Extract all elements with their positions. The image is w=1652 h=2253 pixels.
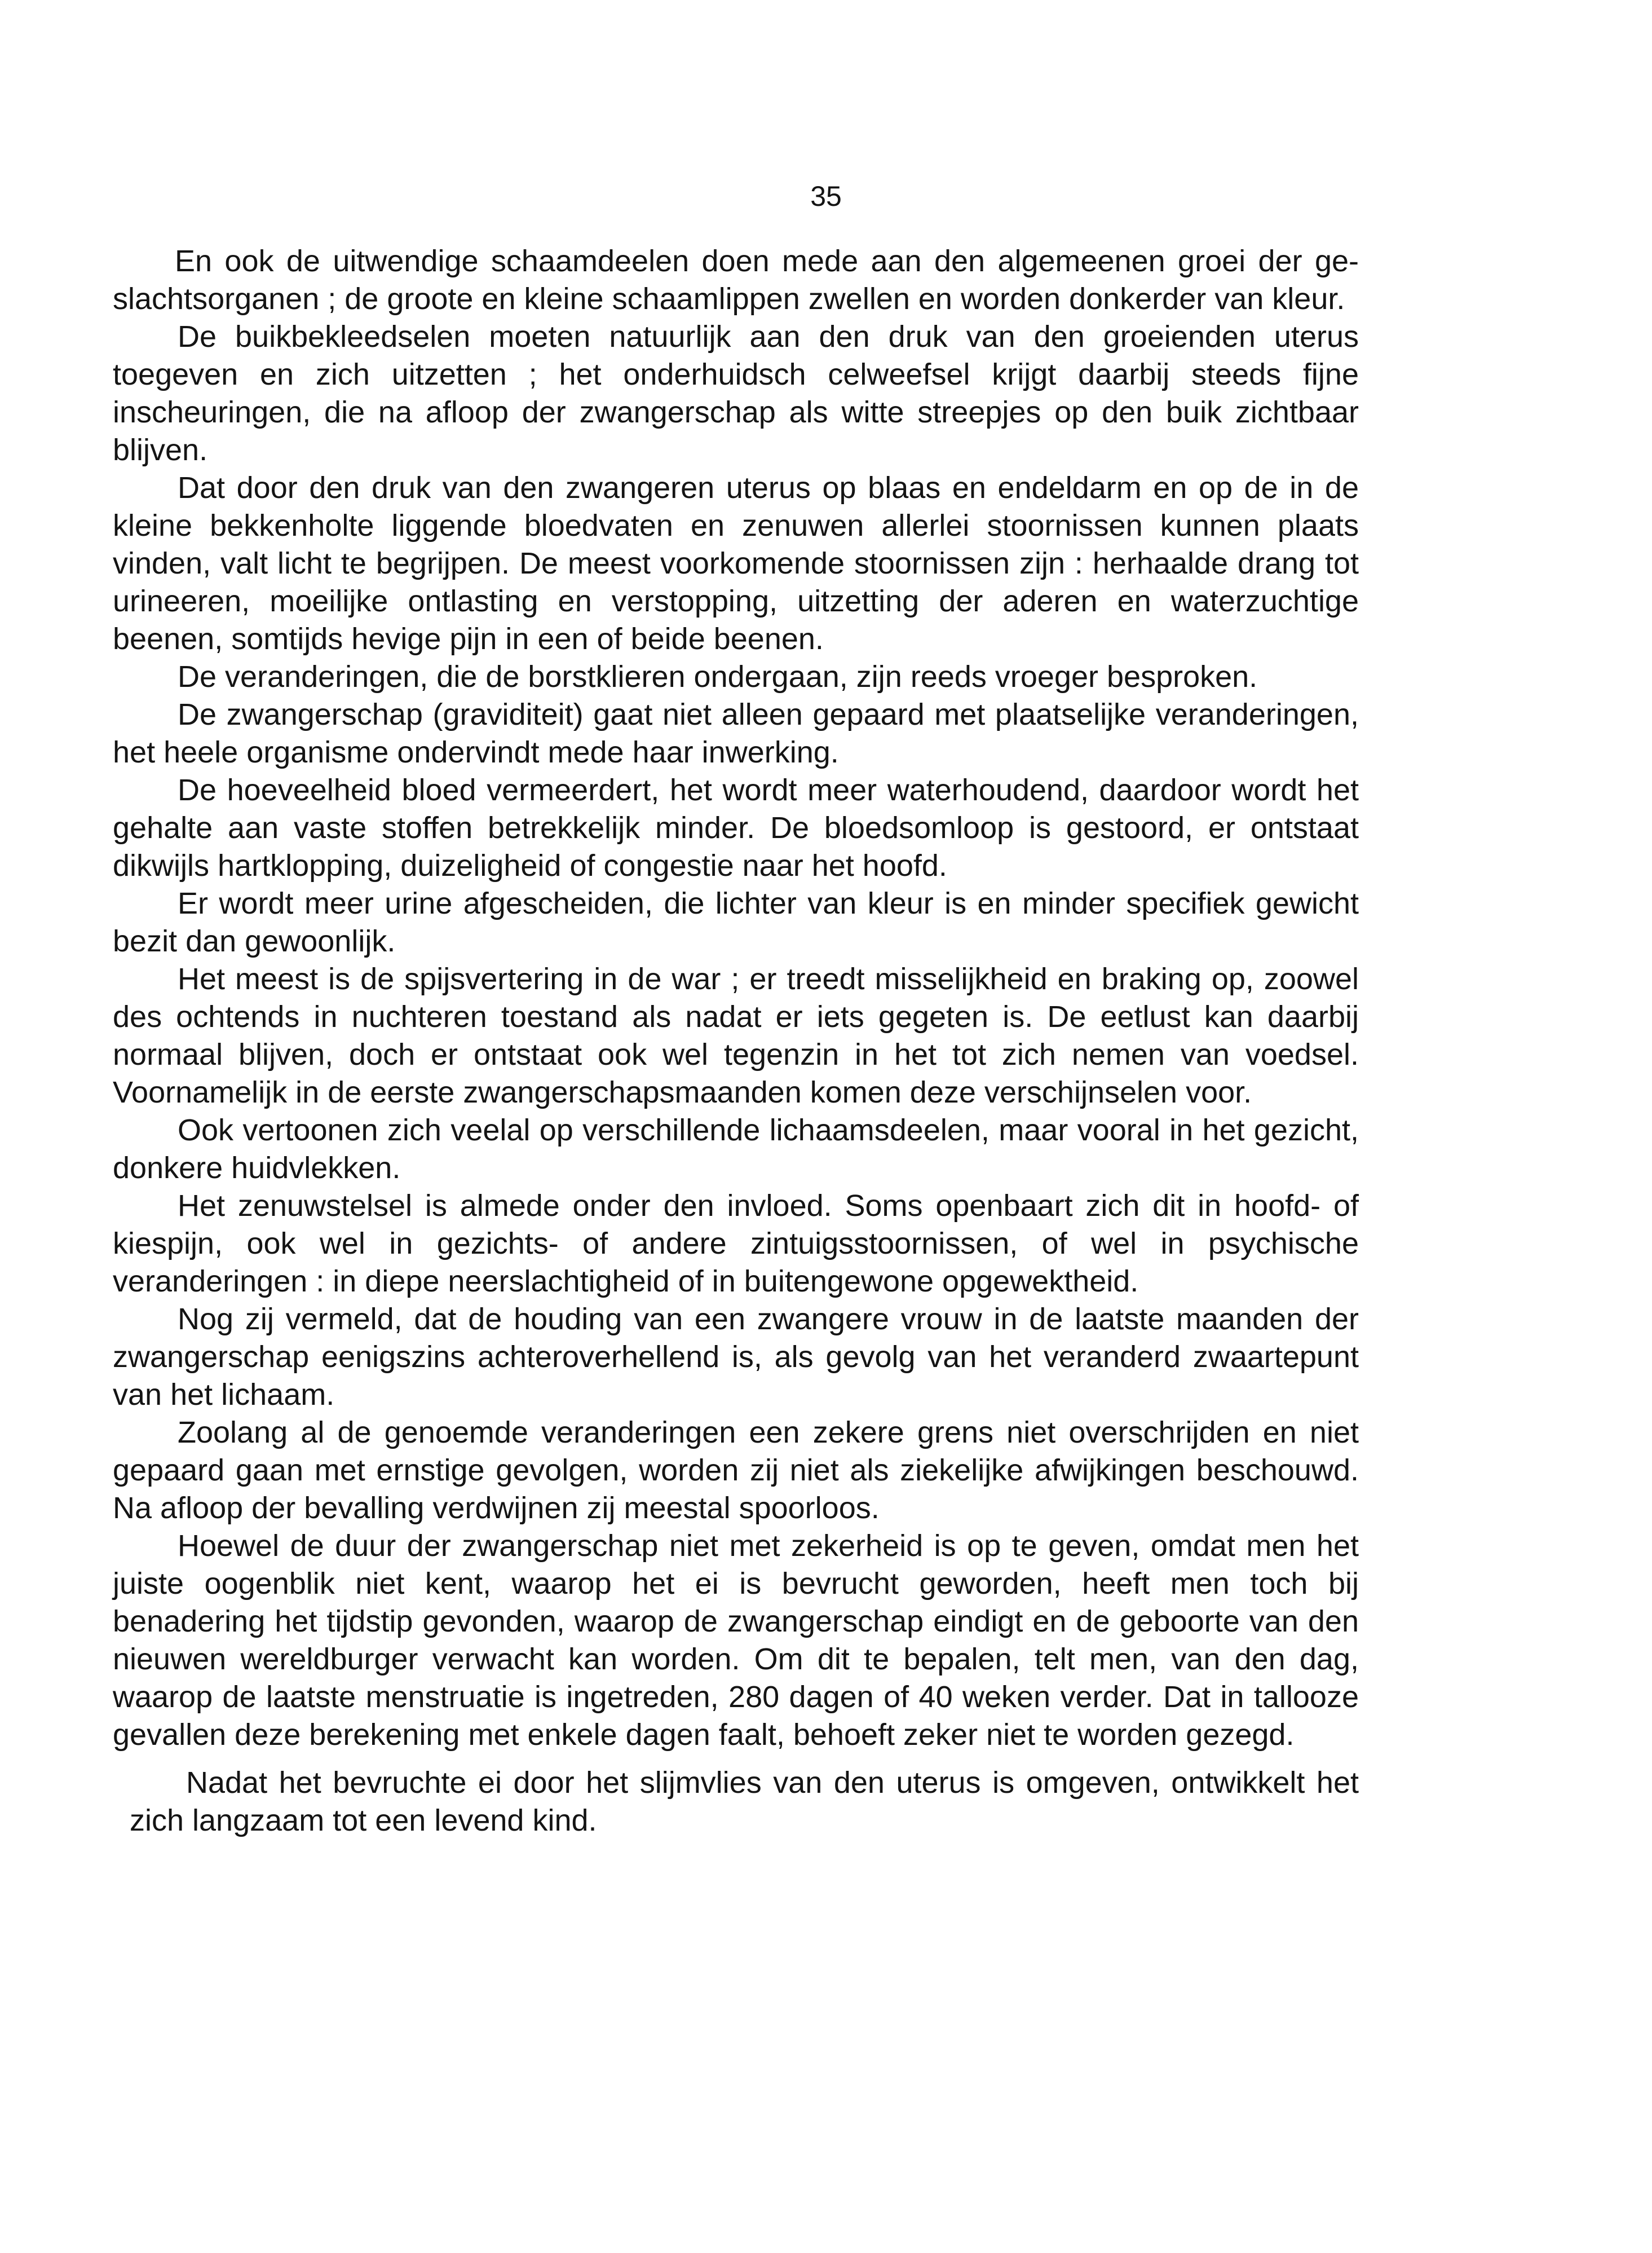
paragraph: De hoeveelheid bloed vermeerdert, het wordt meer waterhoudend, daardoor wordt het gehalte aan vaste stoffen betrekkelijk minder. De bloedsomloop is gestoord, er ontstaat dikwijls hartklopping, duizeligheid of congestie naar het hoofd. — [113, 773, 1359, 883]
paragraph: Ook vertoonen zich veelal op verschillende lichaamsdeelen, maar vooral in het gezicht, donkere huidvlekken. — [113, 1113, 1359, 1185]
paragraph: Nadat het bevruchte ei door het slijmvlies van den uterus is omgeven, ontwikkelt het zich langzaam tot een levend kind. — [130, 1766, 1359, 1837]
paragraph: Dat door den druk van den zwangeren uterus op blaas en endeldarm en op de in de kleine bekkenholte liggende bloedvaten en zenuwen allerlei stoornissen kunnen plaats vinden, valt licht te begrijpen. De meest voorkomende stoornissen zijn : herhaalde drang tot urineeren, moeilijke ontlasting en verstopping, uitzetting der aderen en waterzuchtige beenen, somtijds hevige pijn in een of beide beenen. — [113, 471, 1359, 656]
paragraph: En ook de uitwendige schaamdeelen doen mede aan den algemeenen groei der geslachtsorganen ; de groote en kleine schaamlippen zwellen en worden donkerder van kleur. — [113, 244, 1359, 316]
paragraph: Nog zij vermeld, dat de houding van een zwangere vrouw in de laatste maanden der zwangerschap eenigszins achteroverhellend is, als gevolg van het veranderd zwaartepunt van het lichaam. — [113, 1302, 1359, 1412]
paragraph: Zoolang al de genoemde veranderingen een zekere grens niet overschrijden en niet gepaard gaan met ernstige gevolgen, worden zij niet als ziekelijke afwijkingen beschouwd. Na afloop der bevalling verdwijnen zij meestal spoorloos. — [113, 1416, 1359, 1525]
paragraph: Het meest is de spijsvertering in de war ; er treedt misselijkheid en braking op, zoowel des ochtends in nuchteren toestand als nadat er iets gegeten is. De eetlust kan daarbij normaal blijven, doch er ontstaat ook wel tegenzin in het tot zich nemen van voedsel. Voornamelijk in de eerste zwangerschapsmaanden komen deze verschijnselen voor. — [113, 962, 1359, 1109]
paragraph: Het zenuwstelsel is almede onder den invloed. Soms openbaart zich dit in hoofd- of kiespijn, ook wel in gezichts- of andere zintuigsstoornissen, of wel in psychische veranderingen : in diepe neerslachtigheid of in buitengewone opgewektheid. — [113, 1189, 1359, 1298]
paragraph: Er wordt meer urine afgescheiden, die lichter van kleur is en minder specifiek gewicht bezit dan gewoonlijk. — [113, 887, 1359, 958]
paragraph: De buikbekleedselen moeten natuurlijk aan den druk van den groeienden uterus toegeven en zich uitzetten ; het onderhuidsch celweefsel krijgt daarbij steeds fijne inscheuringen, die na afloop der zwangerschap als witte streepjes op den buik zichtbaar blijven. — [113, 320, 1359, 467]
paragraph: De zwangerschap (graviditeit) gaat niet alleen gepaard met plaatselijke veranderingen, het heele organisme ondervindt mede haar inwerking. — [113, 698, 1359, 769]
paragraph: De veranderingen, die de borstklieren ondergaan, zijn reeds vroeger besproken. — [178, 660, 1258, 694]
page-number: 35 — [810, 180, 842, 212]
paragraph: Hoewel de duur der zwangerschap niet met zekerheid is op te geven, omdat men het juiste oogenblik niet kent, waarop het ei is bevrucht geworden, heeft men toch bij benadering het tijdstip gevonden, waarop de zwangerschap eindigt en de geboorte van den nieuwen wereldburger verwacht kan worden. Om dit te bepalen, telt men, van den dag, waarop de laatste menstruatie is ingetreden, 280 dagen of 40 weken verder. Dat in tallooze gevallen deze berekening met enkele dagen faalt, behoeft zeker niet te worden gezegd. — [113, 1529, 1359, 1752]
body-text — [113, 243, 1359, 1840]
